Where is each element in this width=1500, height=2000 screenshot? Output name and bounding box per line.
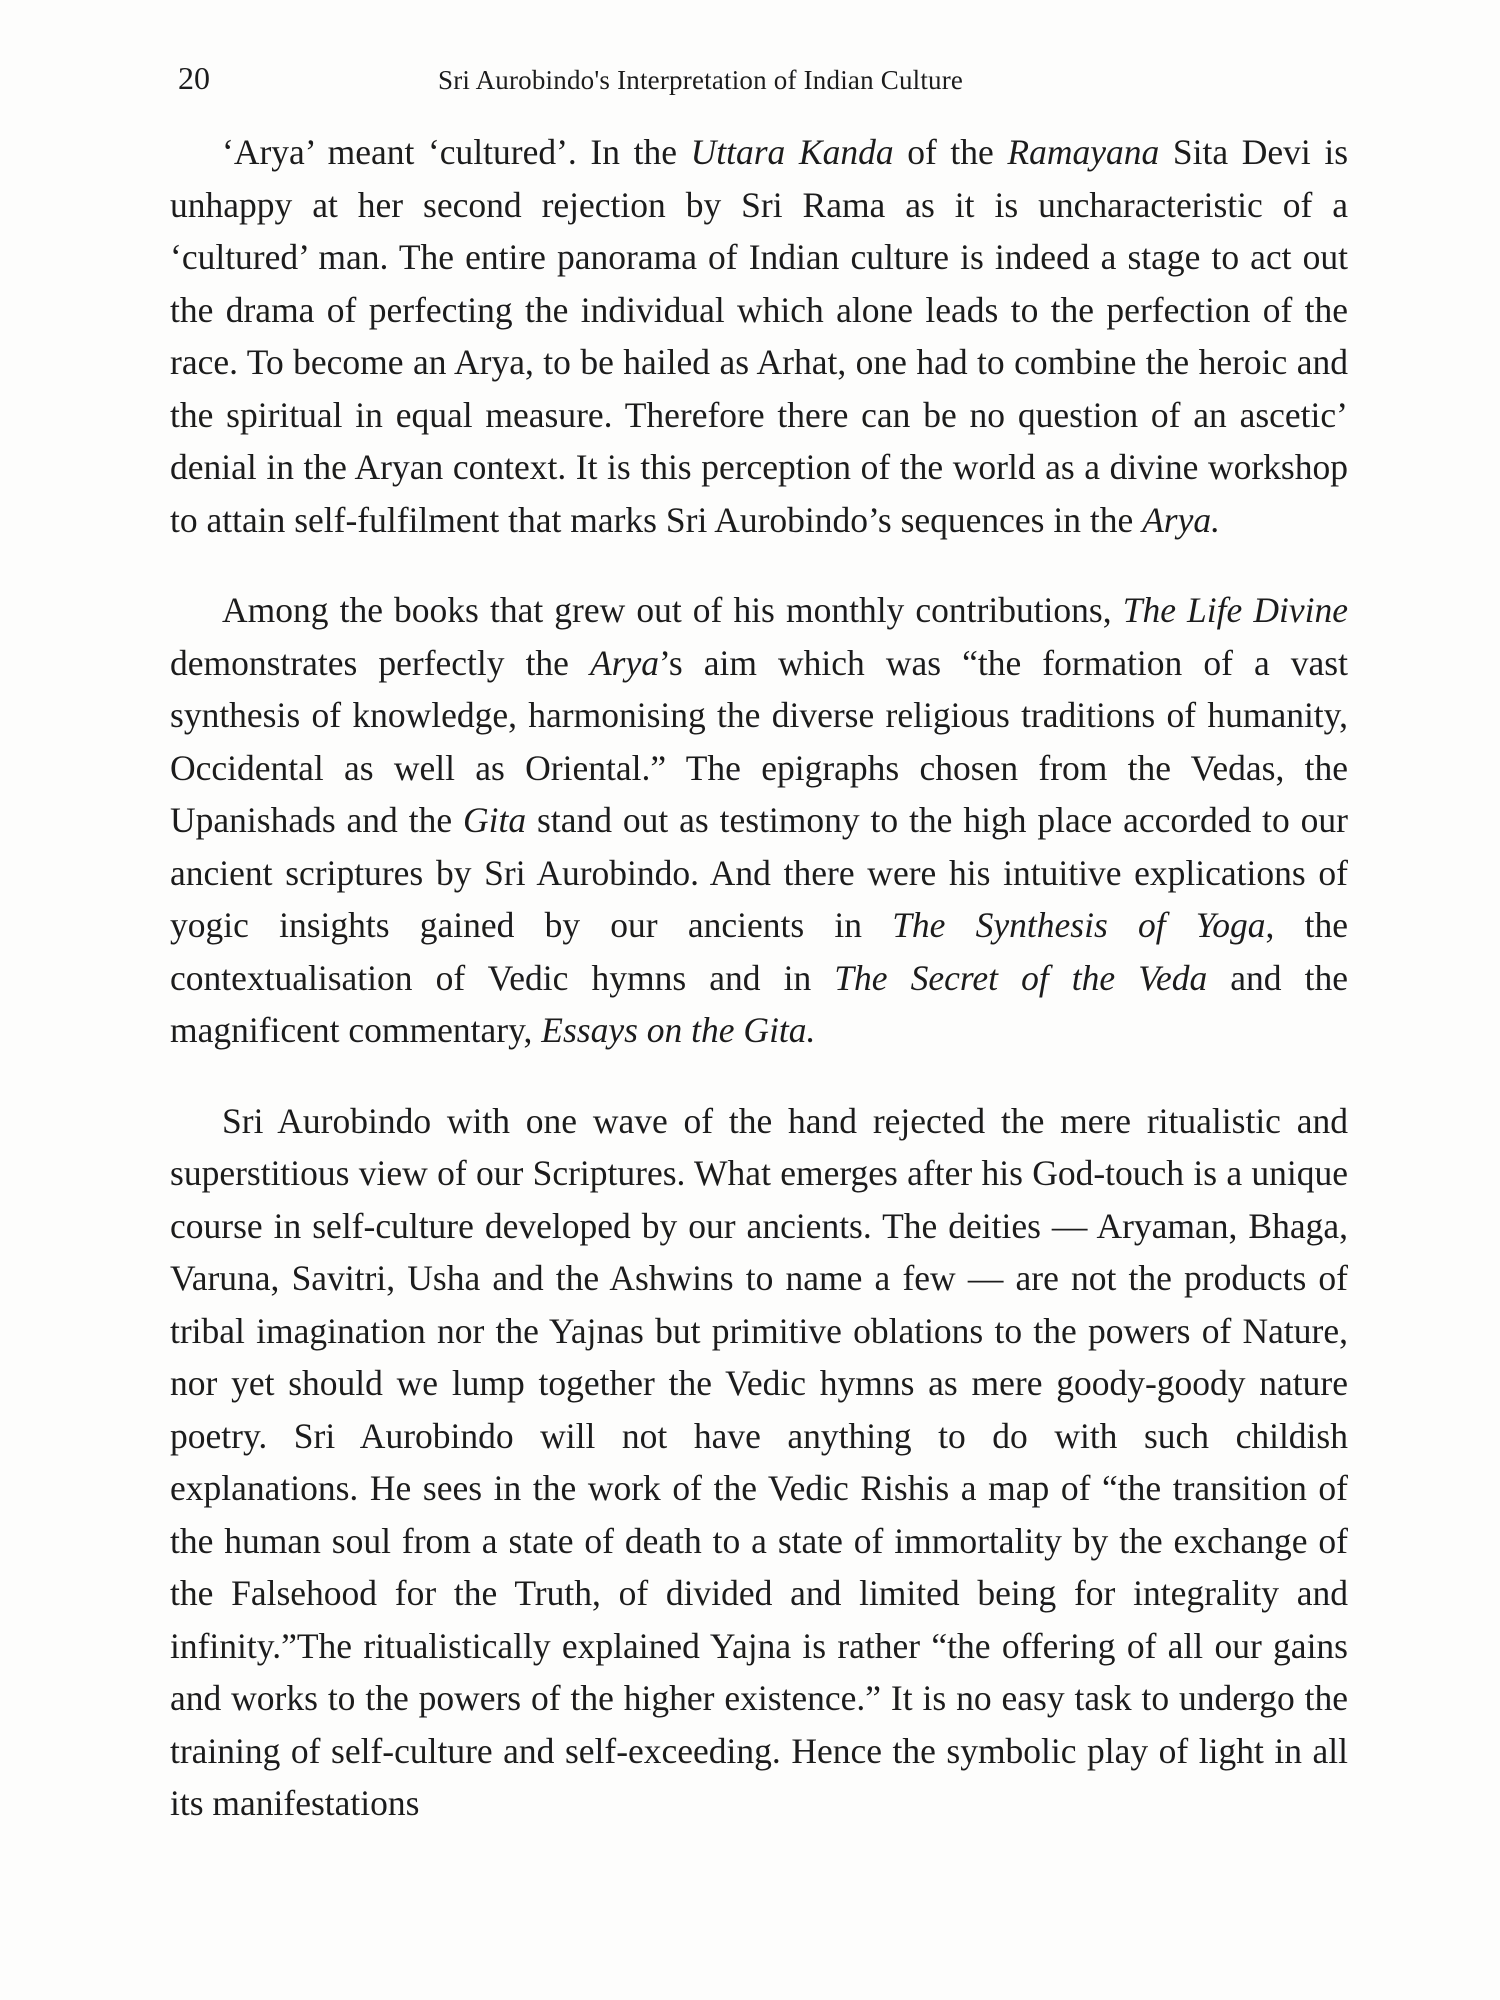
page-number: 20 [178, 60, 210, 96]
text-run: ‘Arya’ meant ‘cultured’. In the [222, 132, 691, 172]
text-run: demonstrates perfectly the [170, 642, 590, 683]
italic-text-run: The Synthesis of Yoga [892, 905, 1266, 945]
paragraph [170, 1095, 1348, 1830]
text-run: ’s aim which was “the formation of a vast synthesis of knowledge, harmonising the diverse religious traditions of humanity, Occidental as well as Oriental.” The epigraphs chosen from the Vedas, the Upanishads and the [170, 642, 1348, 840]
text-run: and the magnificent commentary, [170, 957, 1348, 1050]
italic-text-run: Uttara Kanda [690, 132, 894, 172]
page-header [178, 58, 1350, 98]
paragraph [170, 126, 1348, 546]
italic-text-run: Ramayana [1007, 132, 1160, 172]
italic-text-run: Gita [463, 800, 527, 840]
paragraph [170, 584, 1348, 1057]
italic-text-run: The Secret of the Veda [834, 957, 1208, 998]
text-run: Sri Aurobindo with one wave of the hand rejected the mere ritualistic and superstitious view of our Scriptures. What emerges after his God-touch is a unique course in self-culture developed by our ancients. The deities — Aryaman, Bhaga, Varuna, Savitri, Usha and the Ashwins to name a few — are not the products of tribal imagination nor the Yajnas but primitive oblations to the powers of Nature, nor yet should we lump together the Vedic hymns as mere goody-goody nature poetry. Sri Aurobindo will not have anything to do with such childish explanations. He sees in the work of the Vedic Rishis a map of “the transition of the human soul from a state of death to a state of immortality by the exchange of the Falsehood for the Truth, of divided and limited being for integrality and infinity.”The ritualistically explained Yajna is rather “the offering of all our gains and works to the powers of the higher existence.” It is no easy task to undergo the training of self-culture and self-exceeding. Hence the symbolic play of light in all its manifestations [170, 1100, 1348, 1823]
body-text [170, 126, 1348, 1868]
italic-text-run: Essays on the Gita. [541, 1010, 816, 1050]
running-title: Sri Aurobindo's Interpretation of Indian Culture [438, 65, 964, 95]
text-run: Among the books that grew out of his monthly contributions, [222, 590, 1123, 630]
italic-text-run: Arya. [1142, 499, 1220, 540]
text-run: stand out as testimony to the high place accorded to our ancient scriptures by Sri Aurobindo. And there were his intuitive explications of yogic insights gained by our ancients in [170, 800, 1348, 945]
text-run: of the [893, 132, 1008, 172]
text-run: , the contextualisation of Vedic hymns and in [170, 905, 1349, 998]
italic-text-run: The Life Divine [1122, 590, 1349, 630]
italic-text-run: Arya [590, 642, 660, 683]
text-run: Sita Devi is unhappy at her second rejection by Sri Rama as it is uncharacteristic of a ‘cultured’ man. The entire panorama of Indian culture is indeed a stage to act out the drama of perfecting the individual which alone leads to the perfection of the race. To become an Arya, to be hailed as Arhat, one had to combine the heroic and the spiritual in equal measure. Therefore there can be no question of an ascetic’ denial in the Aryan context. It is this perception of the world as a divine workshop to attain self-fulfilment that marks Sri Aurobindo’s sequences in the [170, 132, 1349, 540]
